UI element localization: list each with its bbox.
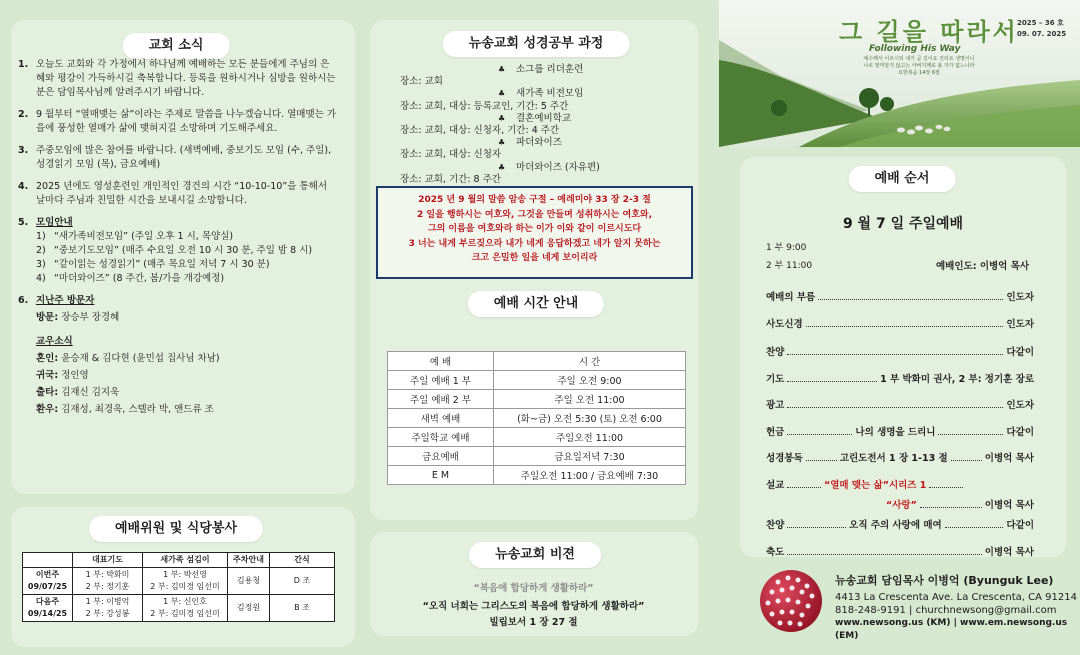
meeting-item: 3) “같이읽는 성경읽기” (매주 목요일 저녁 7 시 30 분) bbox=[36, 259, 270, 270]
announcement-line: 혼인: 윤승재 & 김다현 (윤민섭 집사님 차남) bbox=[36, 353, 220, 364]
memory-verse-box bbox=[376, 186, 693, 279]
vision-ref: 빌립보서 1 장 27 절 bbox=[489, 617, 578, 628]
order-item-sermon: 설교 “열매 맺는 삶”시리즈 1 bbox=[766, 477, 966, 491]
order-item: 찬양 다같이 bbox=[766, 347, 1034, 358]
study-place: 장소: 교회, 대상: 등록교인, 기간: 5 주간 bbox=[400, 100, 569, 112]
hero-tagline: 예수께서 이르시되 내가 곧 길이요 진리요 생명이니 나로 말미암지 않고는 아버지께로 올 자가 없느니라 요한복음 14장 6절 bbox=[863, 56, 975, 76]
issue-number: 2025 – 36 호 bbox=[1017, 19, 1064, 27]
order-item-sermon-title: “사랑” 이병억 목사 bbox=[886, 500, 1034, 511]
order-item: 성경봉독 고린도전서 1 장 1-13 절 이병억 목사 bbox=[766, 453, 1034, 464]
study-course: ♣ 소그룹 리더훈련 bbox=[498, 64, 584, 75]
announcement-line: 환우: 김재성, 최경욱, 스텔라 박, 앤드류 조 bbox=[36, 404, 214, 415]
times-row: 금요예배 금요일저녁 7:30 bbox=[388, 447, 686, 466]
order-title: 예배 순서 bbox=[849, 166, 956, 192]
times-header-row: 예 배 시 간 bbox=[388, 352, 686, 371]
order-item: 찬양 오직 주의 사랑에 매여 다같이 bbox=[766, 520, 1034, 531]
announcement-line: 출타: 김재신 김지욱 bbox=[36, 387, 120, 398]
hero-subtitle: Following His Way bbox=[869, 44, 961, 54]
duty-table bbox=[22, 552, 335, 622]
verse-line: 그의 이름을 여호와라 하는 이가 이와 같이 이르시도다 bbox=[427, 224, 642, 234]
verse-heading: 2025 년 9 월의 말씀 암송 구절 – 예레미야 33 장 2-3 절 bbox=[418, 195, 651, 205]
news-item-meetings: 5. 모임안내 1) “새가족비전모임” (주일 오후 1 시, 목양실) 2) “중보기도모임” (매주 수요일 오전 10 시 30 분, 주일 밤 8 시) 3) “같이읽는 성경읽기” (매주 목요일 저녁 7 시 30 분) 4) “마더와이즈” (8 주간, 봄/가을 개강예정) bbox=[18, 216, 338, 286]
duty-header-row: 대표기도 새가족 섬김이 주차안내 간식 bbox=[23, 553, 335, 568]
meeting-item: 2) “중보기도모임” (매주 수요일 오전 10 시 30 분, 주일 밤 8 시) bbox=[36, 245, 313, 256]
issue-date: 09. 07. 2025 bbox=[1017, 30, 1067, 38]
study-course: ♣ 새가족 비전모임 bbox=[498, 88, 584, 100]
church-phone-email: 818-248-9191 | churchnewsong@gmail.com bbox=[835, 605, 1057, 616]
club-icon: ♣ bbox=[498, 65, 506, 74]
study-place: 장소: 교회, 기간: 8 주간 bbox=[400, 173, 501, 185]
times-row: 주일 예배 1 부 주일 오전 9:00 bbox=[388, 371, 686, 390]
study-place: 장소: 교회 bbox=[400, 76, 443, 88]
vision-motto: “복음에 합당하게 생활하라” bbox=[473, 583, 594, 594]
news-list bbox=[18, 58, 338, 425]
study-place: 장소: 교회, 대상: 신청자, 기간: 4 주간 bbox=[400, 125, 560, 137]
church-logo-icon bbox=[758, 568, 824, 634]
service-title: 9 월 7 일 주일예배 bbox=[842, 216, 964, 232]
hero-title: 그 길을 따라서 bbox=[839, 17, 1019, 46]
duty-row: 이번주 09/07/25 1 부: 박화미 2 부: 정기훈 1 부: 박선영 2 부: 김미경 임선미 김용청 D 조 bbox=[23, 568, 335, 595]
order-item: 기도 1 부 박화미 권사, 2 부: 정기훈 장로 bbox=[766, 374, 1034, 385]
meeting-item: 4) “마더와이즈” (8 주간, 봄/가을 개강예정) bbox=[36, 273, 225, 284]
study-list bbox=[400, 64, 600, 186]
club-icon: ♣ bbox=[498, 113, 506, 123]
vision-title: 뉴송교회 비젼 bbox=[469, 542, 601, 568]
church-name: 뉴송교회 담임목사 이병억 (Byunguk Lee) bbox=[835, 574, 1054, 587]
news-item: 4. 2025 년에도 영성훈련인 개인적인 경건의 시간 “10-10-10”을 통해서 날마다 주님과 친밀한 시간을 보내시길 소망합니다. bbox=[18, 181, 327, 206]
service-time-1: 1 부 9:00 bbox=[766, 243, 807, 253]
club-icon: ♣ bbox=[498, 138, 506, 148]
order-item: 예배의 부름 인도자 bbox=[766, 292, 1034, 303]
church-website[interactable]: www.newsong.us (KM) | www.em.newsong.us (EM) bbox=[835, 618, 1068, 641]
meeting-title: 모임안내 bbox=[36, 217, 73, 228]
verse-line: 3 너는 내게 부르짖으라 내가 네게 응답하겠고 네가 알지 못하는 bbox=[408, 238, 661, 249]
worship-times-table bbox=[387, 351, 686, 485]
news-item: 3. 주중모임에 많은 참여를 바랍니다. (새벽예배, 중보기도 모임 (수, 주일), 성경읽기 모임 (목), 금요예배) bbox=[18, 145, 332, 170]
news-item-visitors: 6. 지난주 방문자 방문: 장승부 장경혜 교우소식 혼인: 윤승재 & 김다현 (윤민섭 집사님 차남) 귀국: 정인영 출타: 김재신 김지욱 환우: 김재성, 최경욱, 스텔라 박, 앤드류 조 bbox=[18, 294, 338, 417]
order-item: 축도 이병억 목사 bbox=[766, 547, 1034, 558]
meeting-item: 1) “새가족비전모임” (주일 오후 1 시, 목양실) bbox=[36, 231, 234, 242]
times-row: E M 주일오전 11:00 / 금요예배 7:30 bbox=[388, 466, 686, 485]
study-place: 장소: 교회, 대상: 신청자 bbox=[400, 149, 502, 161]
service-time-2: 2 부 11:00 bbox=[766, 261, 813, 271]
church-contact bbox=[835, 574, 1080, 643]
order-item: 사도신경 인도자 bbox=[766, 319, 1034, 330]
news-title: 교회 소식 bbox=[123, 33, 230, 59]
times-row: 주일학교 예배 주일오전 11:00 bbox=[388, 428, 686, 447]
announcements-title: 교우소식 bbox=[36, 336, 73, 347]
verse-line: 2 일을 행하시는 여호와, 그것을 만들며 성취하시는 여호와, bbox=[417, 209, 652, 220]
study-course: ♣ 파더와이즈 bbox=[498, 137, 562, 149]
times-title: 예배 시간 안내 bbox=[468, 291, 604, 317]
news-item: 1. 오늘도 교회와 각 가정에서 하나님께 예배하는 모든 분들에게 주님의 은혜와 평강이 가득하시길 축복합니다. 등록을 원하시거나 심방을 원하시는 분은 담임목사님께 알려주시기 바랍니다. bbox=[18, 59, 336, 98]
hero-banner bbox=[719, 0, 1080, 147]
duty-title: 예배위원 및 식당봉사 bbox=[89, 516, 263, 542]
visitors-line: 방문: 장승부 장경혜 bbox=[36, 312, 120, 323]
order-item: 헌금 나의 생명을 드리니 다같이 bbox=[766, 427, 1035, 438]
club-icon: ♣ bbox=[498, 162, 506, 172]
study-course: ♣ 마더와이즈 (자유편) bbox=[498, 161, 600, 173]
study-course: ♣ 결혼예비학교 bbox=[498, 112, 572, 124]
announcement-line: 귀국: 정인영 bbox=[36, 370, 89, 381]
times-row: 주일 예배 2 부 주일 오전 11:00 bbox=[388, 390, 686, 409]
verse-line: 크고 은밀한 일을 네게 보이리라 bbox=[471, 253, 598, 263]
visitors-title: 지난주 방문자 bbox=[36, 295, 95, 306]
club-icon: ♣ bbox=[498, 89, 506, 99]
service-leader: 예배인도: 이병억 목사 bbox=[936, 261, 1030, 272]
times-row: 새벽 예배 (화~금) 오전 5:30 (토) 오전 6:00 bbox=[388, 409, 686, 428]
vision-quote: “오직 너희는 그리스도의 복음에 합당하게 생활하라” bbox=[422, 601, 645, 612]
church-address: 4413 La Crescenta Ave. La Crescenta, CA 91214 bbox=[835, 592, 1077, 603]
study-title: 뉴송교회 성경공부 과정 bbox=[443, 31, 630, 57]
order-item: 광고 인도자 bbox=[766, 400, 1034, 411]
duty-row: 다음주 09/14/25 1 부: 이병억 2 부: 강성봉 1 부: 신인호 2 부: 김미경 임선미 김정원 B 조 bbox=[23, 595, 335, 622]
news-item: 2. 9 월부터 “열매맺는 삶”이라는 주제로 말씀을 나누겠습니다. 열매맺는 가을에 풍성한 열매가 삶에 맺혀지길 소망하며 기도해주세요. bbox=[18, 109, 337, 134]
